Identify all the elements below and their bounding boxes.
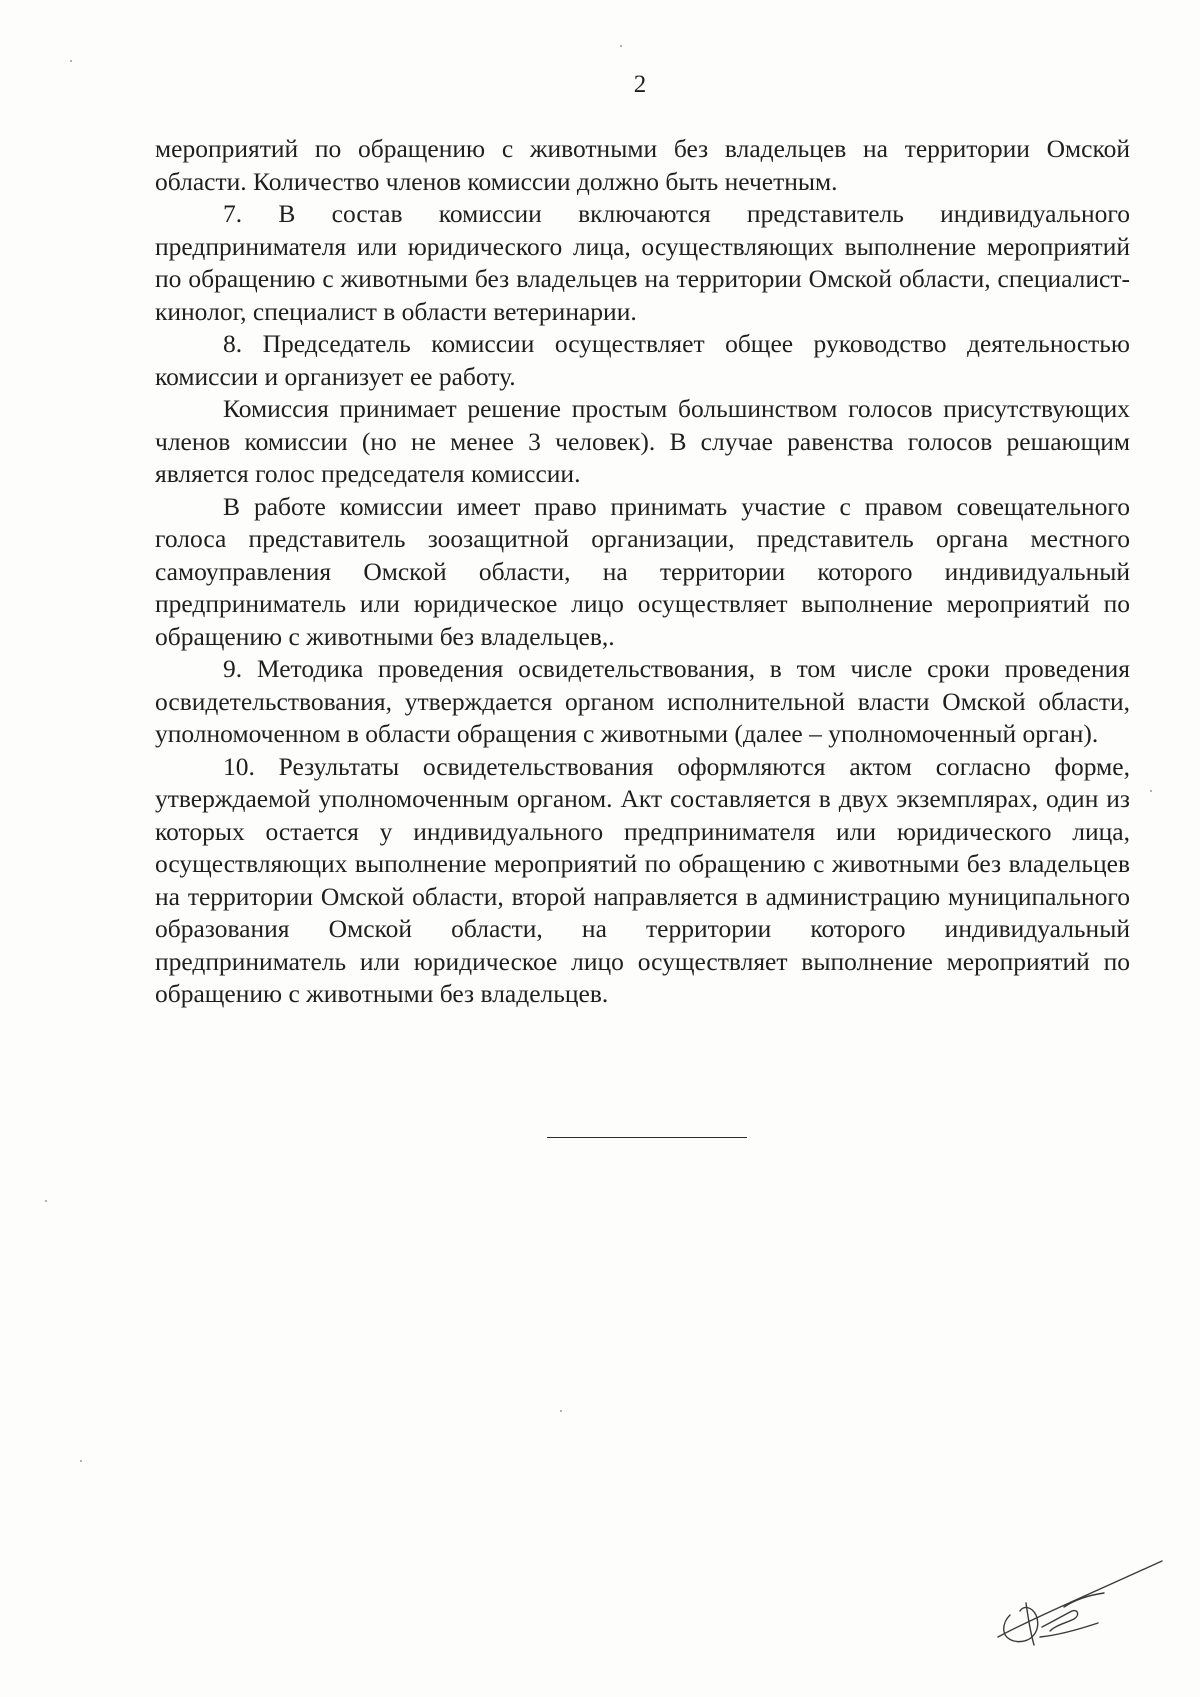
paragraph-continuation: мероприятий по обращению с животными без владельцев на территории Омской области. Количество членов комиссии должно быть нечетным. <box>155 134 1130 196</box>
scan-speck <box>80 1460 82 1462</box>
paragraph-item-10: 10. Результаты освидетельствования оформляются актом согласно форме, утверждаемой уполномоченным органом. Акт составляется в двух экземплярах, один из которых остается у индивидуального предпринимателя или юридического лица, осуществляющих выполнение мероприятий по обращению с животными без владельцев на территории Омской области, второй направляется в администрацию муниципального образования Омской области, на территории которого индивидуальный предприниматель или юридическое лицо осуществляет выполнение мероприятий по обращению с животными без владельцев. <box>155 751 1130 1008</box>
document-body <box>155 133 1130 1011</box>
handwritten-signature <box>980 1545 1170 1655</box>
scan-speck <box>45 1200 47 1202</box>
paragraph-advisory-participation: В работе комиссии имеет право принимать участие с правом совещательного голоса представитель зоозащитной организации, представитель органа местного самоуправления Омской области, на территории которого индивидуальный предприниматель или юридическое лицо осуществляет выполнение мероприятий по обращению с животными без владельцев,. <box>155 491 1130 651</box>
scan-speck <box>620 45 622 47</box>
scan-speck <box>1150 790 1152 792</box>
paragraph-item-8: 8. Председатель комиссии осуществляет общее руководство деятельностью комиссии и организует ее работу. <box>155 329 1130 391</box>
paragraph-item-9: 9. Методика проведения освидетельствования, в том числе сроки проведения освидетельствования, утверждается органом исполнительной власти Омской области, уполномоченном в области обращения с животными (далее – уполномоченный орган). <box>155 654 1130 748</box>
end-divider-line <box>547 1137 747 1138</box>
paragraph-commission-decision: Комиссия принимает решение простым большинством голосов присутствующих членов комиссии (но не менее 3 человек). В случае равенства голосов решающим является голос председателя комиссии. <box>155 394 1130 488</box>
page-number: 2 <box>633 71 647 98</box>
scan-speck <box>560 1410 562 1412</box>
scan-speck <box>70 60 72 62</box>
paragraph-item-7: 7. В состав комиссии включаются представитель индивидуального предпринимателя или юридического лица, осуществляющих выполнение мероприятий по обращению с животными без владельцев на территории Омской области, специалист-кинолог, специалист в области ветеринарии. <box>155 199 1130 326</box>
